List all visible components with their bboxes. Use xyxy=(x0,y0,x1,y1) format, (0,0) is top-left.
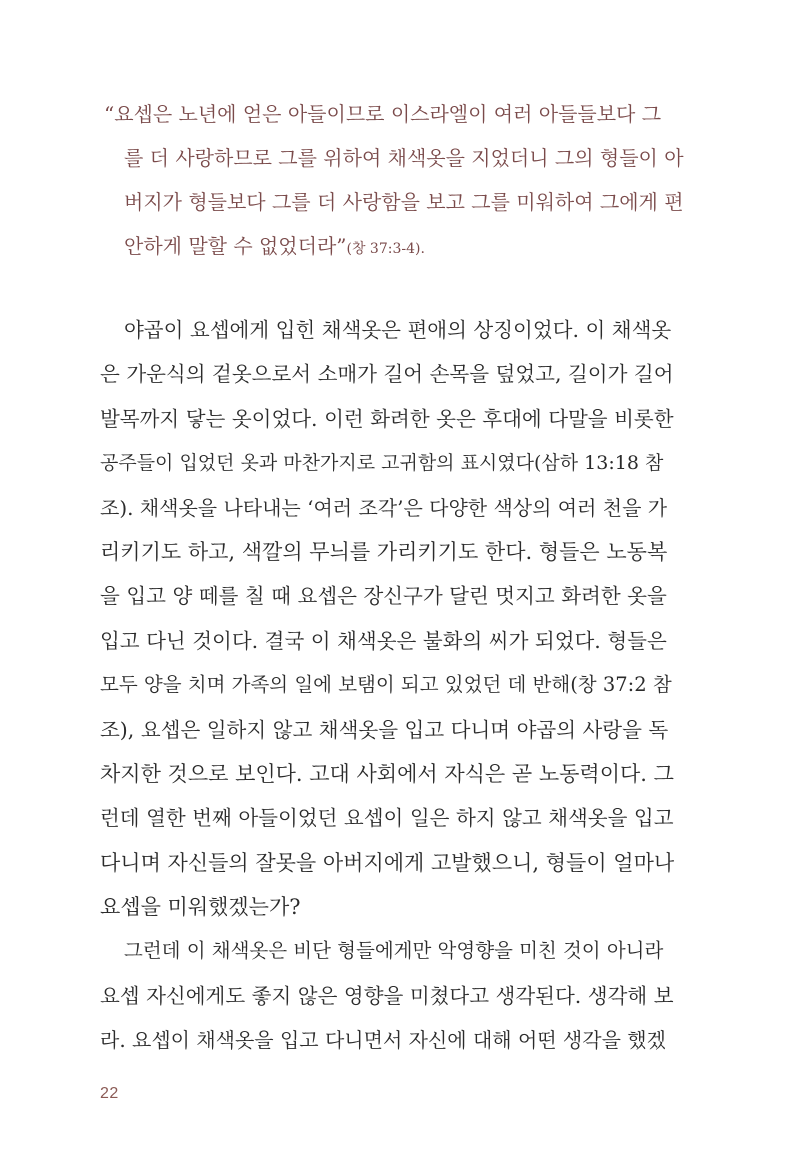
quote-text: 안하게 말할 수 없었더라” xyxy=(124,234,347,258)
quote-line: 를 더 사랑하므로 그를 위하여 채색옷을 지었더니 그의 형들이 아 xyxy=(124,146,684,170)
quote-line: “요셉은 노년에 얻은 아들이므로 이스라엘이 여러 아들들보다 그 xyxy=(104,102,662,126)
paragraph-line: 발목까지 닿는 옷이었다. 이런 화려한 옷은 후대에 다말을 비롯한 xyxy=(100,406,674,431)
paragraph-line: 조), 요셉은 일하지 않고 채색옷을 입고 다니며 야곱의 사랑을 독 xyxy=(100,717,669,742)
paragraph-line: 을 입고 양 떼를 칠 때 요셉은 장신구가 달린 멋지고 화려한 옷을 xyxy=(100,584,667,609)
paragraph-line: 은 가운식의 겉옷으로서 소매가 길어 손목을 덮었고, 길이가 길어 xyxy=(100,362,674,387)
quote-line-last xyxy=(124,224,670,268)
paragraph-line: 런데 열한 번째 아들이었던 요셉이 일은 하지 않고 채색옷을 입고 xyxy=(100,806,674,831)
paragraph-line: 요셉을 미워했겠는가? xyxy=(100,895,301,920)
paragraph-line: 모두 양을 치며 가족의 일에 보탬이 되고 있었던 데 반해(창 37:2 참 xyxy=(100,673,672,697)
paragraph-line: 공주들이 입었던 옷과 마찬가지로 고귀함의 표시였다(삼하 13:18 참 xyxy=(100,452,664,475)
quote-reference: (창 37:3-4). xyxy=(346,241,425,257)
paragraph-line: 차지한 것으로 보인다. 고대 사회에서 자식은 곧 노동력이다. 그 xyxy=(100,761,674,786)
paragraph-line: 다니며 자신들의 잘못을 아버지에게 고발했으니, 형들이 얼마나 xyxy=(100,850,675,875)
paragraph-line: 야곱이 요셉에게 입힌 채색옷은 편애의 상징이었다. 이 채색옷 xyxy=(124,318,672,342)
paragraph-line: 요셉 자신에게도 좋지 않은 영향을 미쳤다고 생각된다. 생각해 보 xyxy=(100,983,674,1008)
quote-line: 버지가 형들보다 그를 더 사랑함을 보고 그를 미워하여 그에게 편 xyxy=(124,190,684,214)
paragraph-line: 리키기도 하고, 색깔의 무늬를 가리키기도 한다. 형들은 노동복 xyxy=(100,539,668,564)
page-number: 22 xyxy=(100,1085,119,1102)
paragraph-line: 그런데 이 채색옷은 비단 형들에게만 악영향을 미친 것이 아니라 xyxy=(124,939,664,963)
paragraph-line: 조). 채색옷을 나타내는 ‘여러 조각’은 다양한 색상의 여러 천을 가 xyxy=(100,495,668,520)
paragraph-line: 라. 요셉이 채색옷을 입고 다니면서 자신에 대해 어떤 생각을 했겠 xyxy=(100,1028,666,1053)
paragraph-line: 입고 다닌 것이다. 결국 이 채색옷은 불화의 씨가 되었다. 형들은 xyxy=(100,628,667,653)
body-text xyxy=(100,308,675,1063)
scripture-quote xyxy=(100,92,684,268)
